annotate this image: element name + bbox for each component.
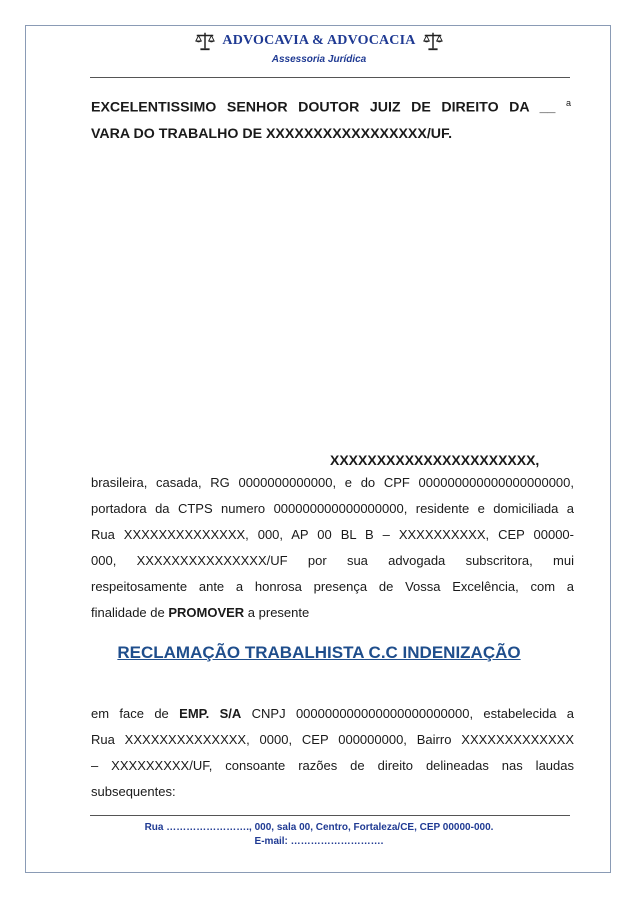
footer <box>0 821 638 849</box>
addressee-text: EXCELENTISSIMO SENHOR DOUTOR JUIZ DE DIREITO DA __ <box>91 99 556 116</box>
paragraph-line: 000, XXXXXXXXXXXXXXX/UF por sua advogada subscritora, mui <box>91 553 574 568</box>
firm-subtitle: Assessoria Jurídica <box>271 54 367 65</box>
paragraph-line: Rua XXXXXXXXXXXXXX, 000, AP 00 BL B – XXXXXXXXXX, CEP 00000- <box>91 527 574 542</box>
paragraph-line: Rua XXXXXXXXXXXXXX, 0000, CEP 000000000, Bairro XXXXXXXXXXXXX <box>91 732 574 747</box>
bold-text: PROMOVER <box>168 605 245 620</box>
paragraph-line: – XXXXXXXXX/UF, consoante razões de direito delineadas nas laudas <box>91 758 574 773</box>
footer-address: Rua ……………………., 000, sala 00, Centro, Fortaleza/CE, CEP 00000-000. <box>144 822 494 833</box>
addressee <box>91 90 571 147</box>
party-name: XXXXXXXXXXXXXXXXXXXXXX, <box>330 452 540 468</box>
paragraph-line: subsequentes: <box>91 784 176 799</box>
text-span: em face de <box>91 706 180 721</box>
letterhead <box>0 30 638 65</box>
header-divider <box>90 77 570 78</box>
firm-name: ADVOCAVIA & ADVOCACIA <box>222 33 416 48</box>
paragraph-line: brasileira, casada, RG 0000000000000, e do CPF 000000000000000000000, <box>91 475 574 490</box>
text-span: a presente <box>244 605 310 620</box>
paragraph-line: portadora da CTPS numero 000000000000000000, residente e domiciliada a <box>91 501 574 516</box>
scales-of-justice-icon <box>422 30 444 52</box>
text-span: finalidade de <box>91 605 169 620</box>
bold-text: EMP. S/A <box>179 706 242 721</box>
addressee-line-1 <box>91 90 571 121</box>
paragraph-line <box>91 600 574 626</box>
paragraph-line: respeitosamente ante a honrosa presença de Vossa Excelência, com a <box>91 579 574 594</box>
document-title: RECLAMAÇÃO TRABALHISTA C.C INDENIZAÇÃO <box>117 643 521 662</box>
footer-email: E-mail: ………………………. <box>254 836 384 847</box>
footer-divider <box>90 815 570 816</box>
addressee-line-2: VARA DO TRABALHO DE XXXXXXXXXXXXXXXXX/UF. <box>91 125 453 142</box>
paragraph-line <box>91 701 574 727</box>
scales-of-justice-icon <box>194 30 216 52</box>
qualification-paragraph <box>91 470 574 626</box>
text-span: CNPJ 000000000000000000000000, estabelecida a <box>241 706 575 721</box>
defendant-paragraph <box>91 701 574 805</box>
ordinal-mark: a <box>565 98 571 108</box>
